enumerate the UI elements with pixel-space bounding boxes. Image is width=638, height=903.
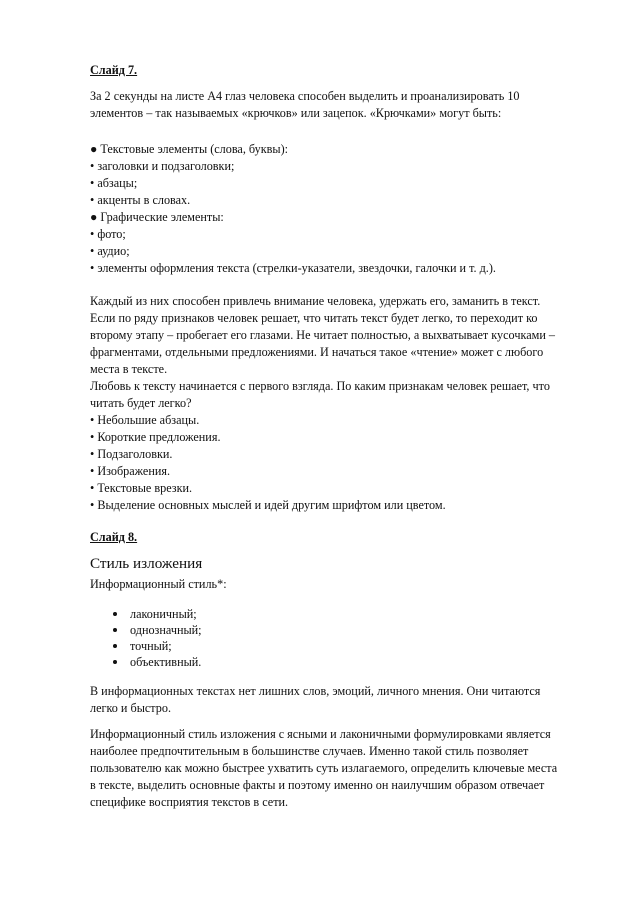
- slide8-paragraph-2: [90, 726, 590, 811]
- list-item: • Подзаголовки.: [90, 447, 173, 461]
- slide7-element-list: [90, 141, 590, 277]
- list-item-label: лаконичный;: [130, 607, 197, 621]
- list-item: • абзацы;: [90, 176, 138, 190]
- text-line: второму этапу – пробегает его глазами. Не читает полностью, а выхватывает кусочками –: [90, 328, 555, 342]
- list-item: • аудио;: [90, 244, 130, 258]
- text-line: Любовь к тексту начинается с первого взгляда. По каким признакам человек решает, что: [90, 379, 550, 393]
- list-item: [113, 654, 513, 670]
- list-item: [113, 606, 513, 622]
- list-item-label: точный;: [130, 639, 172, 653]
- list-item: • Текстовые врезки.: [90, 481, 193, 495]
- text-line: Информационный стиль изложения с ясными и лаконичными формулировками является: [90, 727, 551, 741]
- list-item: ● Графические элементы:: [90, 210, 224, 224]
- slide8-paragraph-1: [90, 683, 590, 717]
- list-item-label: объективный.: [130, 655, 202, 669]
- style-bullet-list: [113, 606, 513, 670]
- bullet-icon: [113, 628, 117, 632]
- text-line: Каждый из них способен привлечь внимание человека, удержать его, заманить в текст.: [90, 294, 541, 308]
- text-line: фрагментами, отдельными предложениями. И начаться такое «чтение» может с любого: [90, 345, 544, 359]
- list-item: • Короткие предложения.: [90, 430, 221, 444]
- text-line: специфике восприятия текстов в сети.: [90, 795, 289, 809]
- slide7-heading: Слайд 7.: [90, 63, 138, 77]
- slide8-heading: Слайд 8.: [90, 530, 138, 544]
- list-item: • фото;: [90, 227, 126, 241]
- list-item: • Выделение основных мыслей и идей другим шрифтом или цветом.: [90, 498, 446, 512]
- list-item: • заголовки и подзаголовки;: [90, 159, 235, 173]
- slide8-subtitle: Информационный стиль*:: [90, 577, 227, 591]
- list-item: • акценты в словах.: [90, 193, 191, 207]
- text-line: места в тексте.: [90, 362, 168, 376]
- list-item: [113, 638, 513, 654]
- bullet-icon: [113, 612, 117, 616]
- slide7-body: [90, 293, 590, 514]
- list-item: [113, 622, 513, 638]
- text-line: легко и быстро.: [90, 701, 172, 715]
- text-line: пользователю как можно быстрее ухватить суть излагаемого, определить ключевые места: [90, 761, 558, 775]
- text-line: Если по ряду признаков человек решает, что читать текст будет легко, то переходит ко: [90, 311, 538, 325]
- text-line: читать будет легко?: [90, 396, 192, 410]
- list-item: • Небольшие абзацы.: [90, 413, 200, 427]
- list-item: • Изображения.: [90, 464, 171, 478]
- list-item-label: однозначный;: [130, 623, 202, 637]
- text-line: в тексте, выделить основные факты и поэтому именно он наилучшим образом отвечает: [90, 778, 545, 792]
- slide8-title: Стиль изложения: [90, 555, 203, 572]
- list-item: ● Текстовые элементы (слова, буквы):: [90, 142, 289, 156]
- slide7-intro: [90, 88, 590, 122]
- bullet-icon: [113, 660, 117, 664]
- text-line: наиболее предпочтительным в большинстве случаев. Именно такой стиль позволяет: [90, 744, 529, 758]
- text-line: В информационных текстах нет лишних слов, эмоций, личного мнения. Они читаются: [90, 684, 541, 698]
- text-line: элементов – так называемых «крючков» или зацепок. «Крючками» могут быть:: [90, 106, 502, 120]
- bullet-icon: [113, 644, 117, 648]
- text-line: За 2 секунды на листе А4 глаз человека способен выделить и проанализировать 10: [90, 89, 520, 103]
- list-item: • элементы оформления текста (стрелки-указатели, звездочки, галочки и т. д.).: [90, 261, 496, 275]
